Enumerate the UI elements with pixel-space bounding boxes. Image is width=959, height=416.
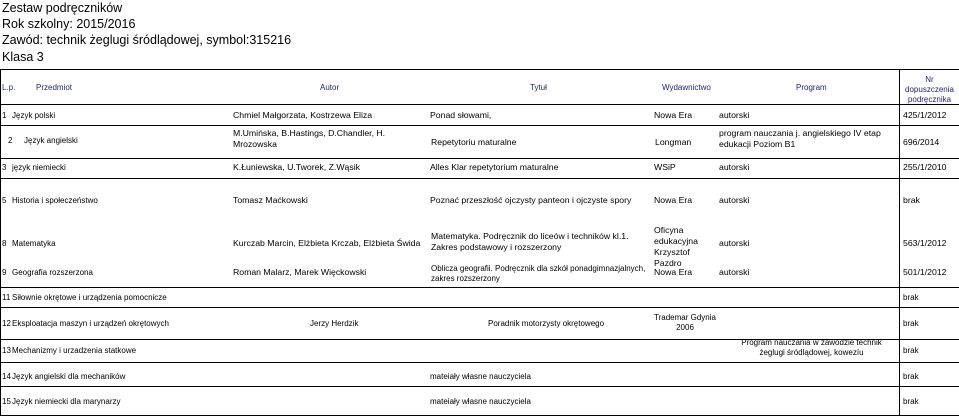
row9-number: 501/1/2012 [903, 267, 947, 277]
row1-author: Chmiel Małgorzata, Kostrzewa Eliza [233, 110, 373, 120]
row15-subject: Język niemiecki dla marynarzy [12, 397, 121, 406]
row9-lp: 9 [2, 268, 7, 277]
col-subject: Przedmiot [36, 83, 73, 92]
row3-program: autorski [719, 162, 750, 172]
row8-lp: 8 [2, 239, 7, 248]
row1-number: 425/1/2012 [903, 110, 947, 120]
profession: Zawód: technik żeglugi śródlądowej, symbol:315216 [2, 33, 292, 47]
row9-program: autorski [719, 267, 750, 277]
row8-title: Matematyka. Podręcznik do liceów i techników kl.1. Zakres podstawowy i rozszerzony [431, 231, 629, 252]
document-title: Zestaw podręczników [2, 1, 123, 15]
row2-title: Repetytoriu maturalne [431, 137, 517, 147]
row2-number: 696/2014 [903, 137, 940, 147]
row13-program: Program nauczania w zawodzie technik żeglugi śródlądowej, kowezíu [741, 338, 882, 357]
row3-publisher: WSiP [654, 162, 676, 172]
row15-lp: 15 [2, 397, 11, 406]
col-lp: L.p. [2, 83, 16, 92]
row1-lp: 1 [2, 111, 7, 120]
row13-subject: Mechanizmy i urzadzenia statkowe [12, 346, 137, 355]
row5-lp: 5 [2, 196, 7, 205]
row2-subject: Język angielski [24, 136, 78, 145]
row1-title: Ponad słowami, [430, 110, 492, 120]
row12-title: Poradnik motorzysty okrętowego [488, 319, 605, 328]
row5-author: Tomasz Maćkowski [233, 195, 308, 205]
row12-lp: 12 [2, 319, 11, 328]
row5-number: brak [903, 195, 920, 205]
row9-subject: Geografia rozszerzona [12, 268, 93, 277]
row14-number: brak [903, 372, 919, 381]
row3-lp: 3 [2, 163, 7, 172]
row5-publisher: Nowa Era [654, 195, 693, 205]
col-number: Nr dopuszczenia podręcznika [905, 75, 954, 104]
row11-number: brak [903, 293, 919, 302]
row2-lp: 2 [8, 136, 13, 145]
row15-title: mateiały własne nauczyciela [430, 397, 531, 406]
row9-author: Roman Malarz, Marek Więckowski [233, 267, 367, 277]
row2-publisher: Longman [655, 137, 692, 147]
row5-title: Poznać przeszłość ojczysty panteon i ojczyste spory [430, 195, 632, 205]
row8-number: 563/1/2012 [903, 238, 947, 248]
col-program: Program [796, 83, 827, 92]
row8-program: autorski [719, 238, 750, 248]
row13-number: brak [903, 346, 919, 355]
row13-lp: 13 [2, 346, 11, 355]
row12-subject: Eksploatacja maszyn i urządzeń okrętowych [12, 319, 169, 328]
row11-subject: Siłownie okrętowe i urządzenia pomocnicze [12, 293, 167, 302]
row11-lp: 11 [2, 293, 11, 302]
col-title: Tytuł [530, 83, 547, 92]
col-author: Autor [320, 83, 340, 92]
class-label: Klasa 3 [2, 50, 44, 64]
row3-author: K.Łuniewska, U.Tworek, Z.Wąsik [233, 162, 360, 172]
row14-subject: Język angielski dla mechaników [12, 372, 126, 381]
row3-subject: język niemiecki [12, 163, 66, 172]
row8-publisher: Oficyna edukacyjna Krzysztof Pazdro [654, 225, 698, 268]
row12-author: Jerzy Herdzik [310, 319, 359, 328]
row1-subject: Język polski [12, 111, 56, 120]
row5-subject: Historia i społeczeństwo [12, 196, 98, 205]
row9-publisher: Nowa Era [654, 267, 693, 277]
row15-number: brak [903, 397, 919, 406]
row12-number: brak [903, 319, 919, 328]
row5-program: autorski [719, 195, 750, 205]
row2-program: program nauczania j. angielskiego IV etap edukacji Poziom B1 [719, 128, 881, 149]
school-year: Rok szkolny: 2015/2016 [2, 17, 136, 31]
row3-title: Alles Klar repetytorium maturalne [430, 162, 559, 172]
row3-number: 255/1/2010 [903, 162, 947, 172]
row2-author: M.Umińska, B.Hastings, D.Chandler, H. Mrozowska [233, 128, 386, 149]
col-publisher: Wydawnictwo [662, 83, 711, 92]
row14-title: mateiały własne nauczyciela [430, 372, 531, 381]
row8-subject: Matematyka [12, 239, 56, 248]
row12-publisher: Trademar Gdynia 2006 [654, 313, 716, 332]
row8-author: Kurczab Marcin, Elżbieta Krczab, Elżbieta Świda [233, 238, 421, 248]
row1-program: autorski [719, 110, 750, 120]
row14-lp: 14 [2, 372, 11, 381]
row9-title: Oblicza geografii. Podręcznik dla szkół ponadgimnazjalnych, zakres rozszerzony [431, 264, 646, 283]
row1-publisher: Nowa Era [654, 110, 693, 120]
